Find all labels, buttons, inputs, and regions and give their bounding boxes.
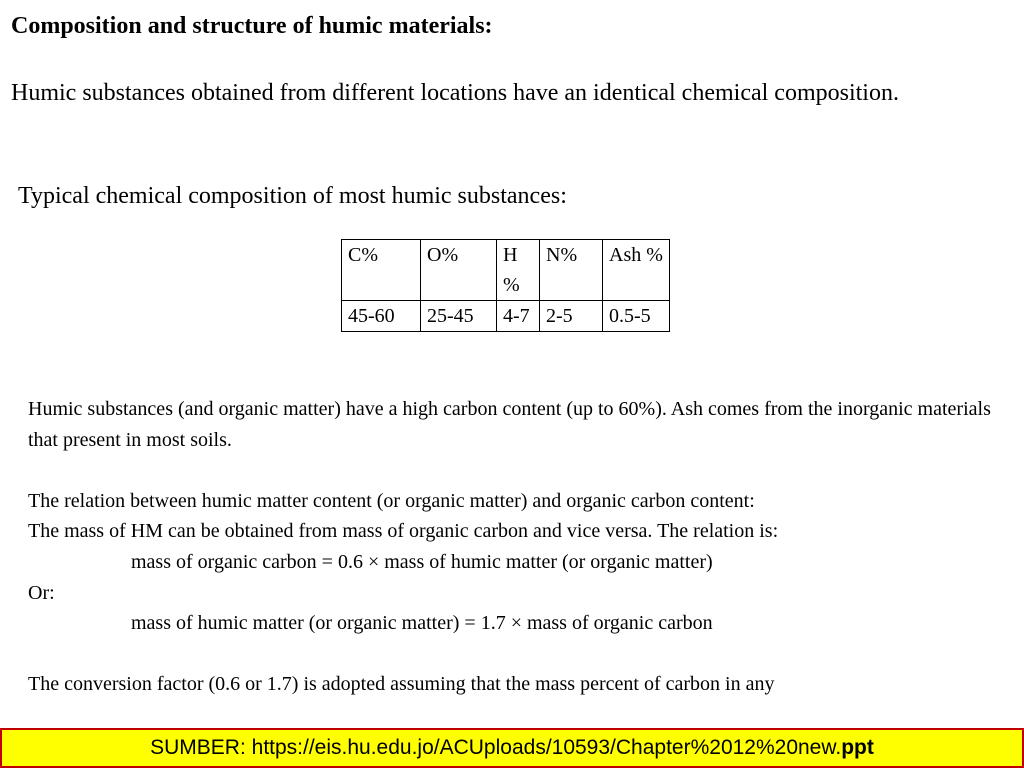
- composition-table: [341, 239, 670, 332]
- formula-humic-matter: mass of humic matter (or organic matter) = 1.7 × mass of organic carbon: [131, 612, 713, 635]
- ash-paragraph: Humic substances (and organic matter) have a high carbon content (up to 60%). Ash comes from the inorganic materials that present in most soils.: [28, 398, 991, 451]
- header-cell-h: H %: [497, 240, 540, 301]
- relation-description: The mass of HM can be obtained from mass of organic carbon and vice versa. The relation is:: [28, 520, 779, 543]
- header-cell-ash: Ash %: [603, 240, 670, 301]
- paragraph-gap: [28, 455, 1003, 486]
- value-cell-o: 25-45: [421, 301, 497, 332]
- source-banner: [0, 728, 1024, 768]
- table-caption: Typical chemical composition of most humic substances:: [18, 183, 567, 209]
- conversion-factor-paragraph: The conversion factor (0.6 or 1.7) is adopted assuming that the mass percent of carbon in any: [28, 673, 775, 696]
- paragraph-gap: [28, 639, 1003, 670]
- header-cell-c: C%: [342, 240, 421, 301]
- or-label: Or:: [28, 581, 55, 604]
- value-cell-c: 45-60: [342, 301, 421, 332]
- formula-carbon: mass of organic carbon = 0.6 × mass of humic matter (or organic matter): [131, 550, 713, 573]
- header-cell-o: O%: [421, 240, 497, 301]
- relation-line: The relation between humic matter content (or organic matter) and organic carbon content:: [28, 489, 755, 512]
- table-row: [342, 301, 670, 332]
- table-header-row: [342, 240, 670, 301]
- source-extension: ppt: [841, 736, 874, 759]
- header-cell-n: N%: [540, 240, 603, 301]
- value-cell-h: 4-7: [497, 301, 540, 332]
- value-cell-ash: 0.5-5: [603, 301, 670, 332]
- intro-paragraph: Humic substances obtained from different locations have an identical chemical composition.: [11, 80, 899, 106]
- page-heading: Composition and structure of humic materials:: [11, 13, 493, 39]
- value-cell-n: 2-5: [540, 301, 603, 332]
- body-text: [28, 394, 1003, 700]
- source-url: SUMBER: https://eis.hu.edu.jo/ACUploads/10593/Chapter%2012%20new.: [150, 736, 842, 759]
